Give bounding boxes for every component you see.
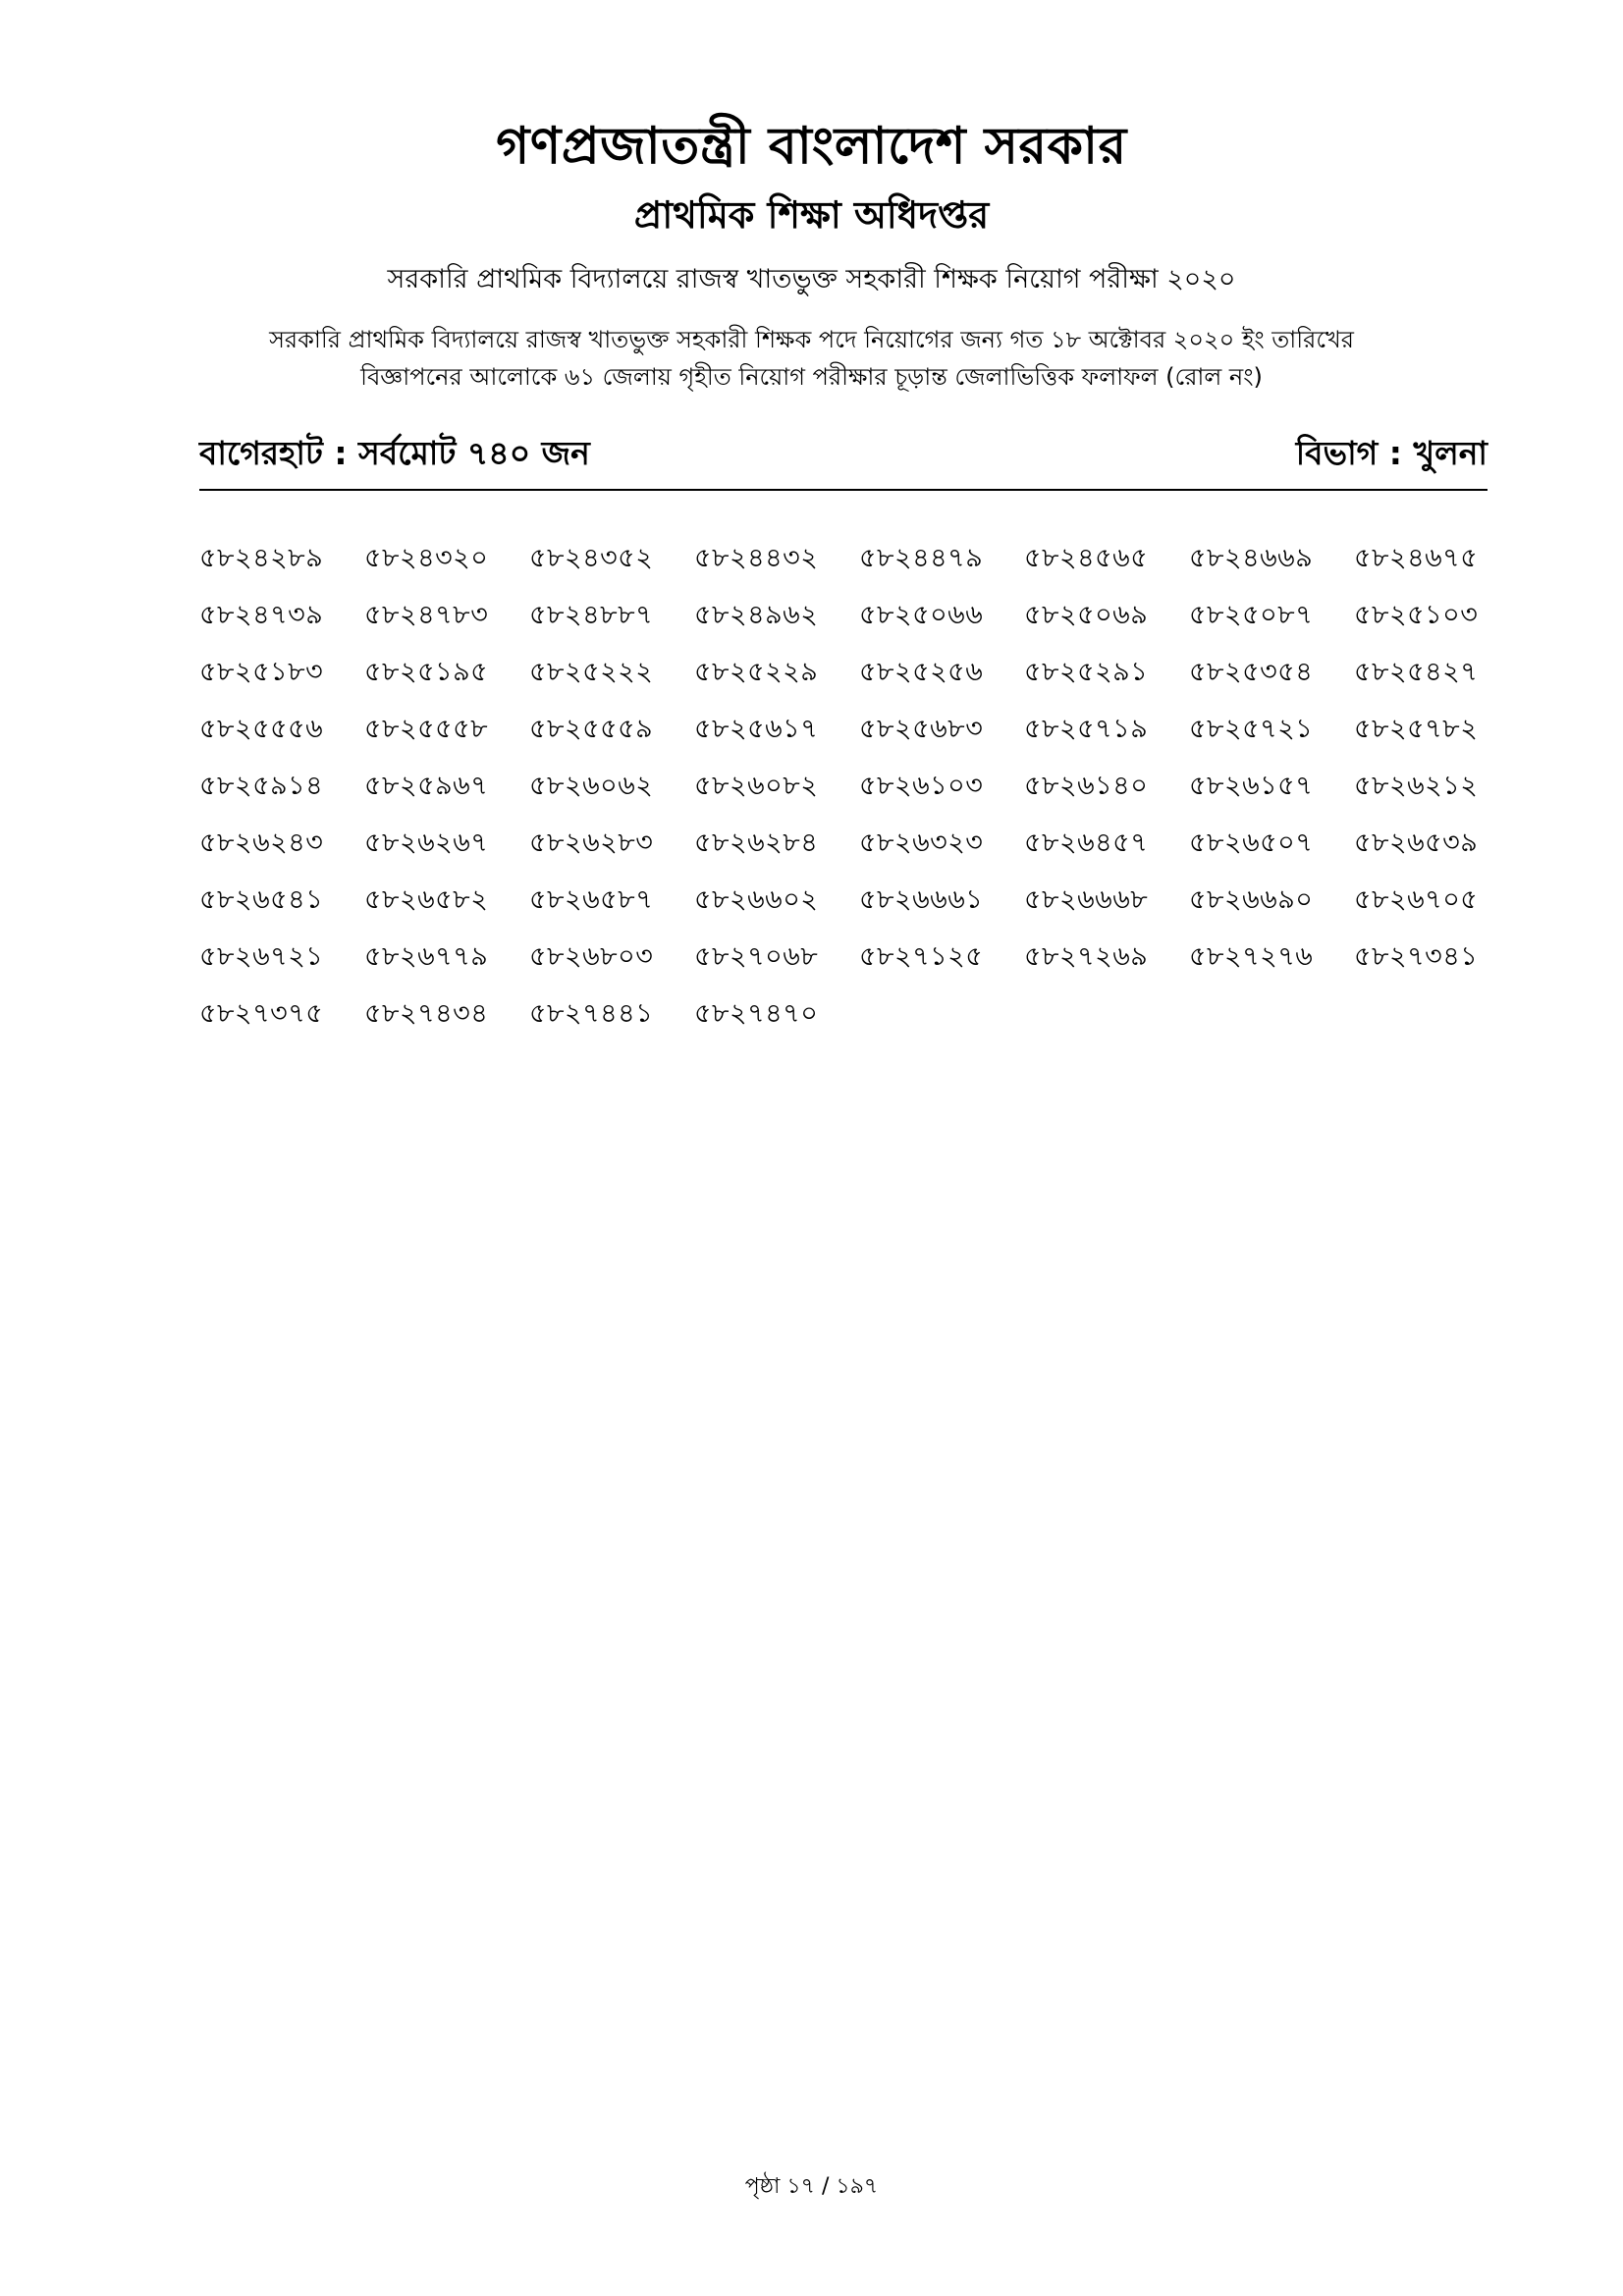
description-line-1: সরকারি প্রাথমিক বিদ্যালয়ে রাজস্ব খাতভুক্ত সহকারী শিক্ষক পদে নিয়োগের জন্য গত ১৮ অক্টোবর ২০২০ ইং তারিখের: [269, 326, 1354, 353]
roll-number: ৫৮২৬২৮৪: [694, 828, 819, 858]
roll-number: ৫৮২৬১৫৭: [1189, 771, 1314, 801]
roll-number: ৫৮২৫২৯১: [1024, 657, 1149, 687]
roll-number: ৫৮২৭৪৩৪: [364, 998, 489, 1029]
roll-number: ৫৮২৭৩৭৫: [199, 998, 324, 1029]
roll-number-grid: [199, 538, 1515, 1050]
division-label: বিভাগ : খুলনা: [1295, 434, 1488, 472]
roll-number: ৫৮২৪৩২০: [364, 543, 489, 573]
roll-number: ৫৮২৫৯৬৭: [364, 771, 489, 801]
roll-number: ৫৮২৬১৪০: [1024, 771, 1149, 801]
roll-number: ৫৮২৪৬৭৫: [1354, 543, 1479, 573]
roll-number: ৫৮২৭২৬৯: [1024, 941, 1149, 972]
page-number: পৃষ্ঠা ১৭ / ১৯৭: [744, 2174, 879, 2199]
roll-number: ৫৮২৫৫৫৬: [199, 714, 324, 744]
roll-number: ৫৮২৫৭২১: [1189, 714, 1314, 744]
roll-number: ৫৮২৭৪৭০: [694, 998, 819, 1029]
roll-number: ৫৮২৫৪২৭: [1354, 657, 1479, 687]
roll-number: ৫৮২৬৬৯০: [1189, 884, 1314, 915]
roll-number: ৫৮২৬১০৩: [859, 771, 984, 801]
roll-number: ৫৮২৫৫৫৯: [529, 714, 654, 744]
roll-number: ৫৮২৬৭০৫: [1354, 884, 1479, 915]
roll-number: ৫৮২৫১০৩: [1354, 600, 1479, 630]
roll-number: ৫৮২৬৫৩৯: [1354, 828, 1479, 858]
roll-number: ৫৮২৬৮০৩: [529, 941, 654, 972]
roll-number: ৫৮২৭৪৪১: [529, 998, 654, 1029]
district-total: বাগেরহাট : সর্বমোট ৭৪০ জন: [199, 434, 590, 472]
roll-number: ৫৮২৭২৭৬: [1189, 941, 1314, 972]
roll-number: ৫৮২৪৪৭৯: [859, 543, 984, 573]
roll-number: ৫৮২৬৬০২: [694, 884, 819, 915]
roll-number: ৫৮২৪৩৫২: [529, 543, 654, 573]
roll-number: ৫৮২৫৭১৯: [1024, 714, 1149, 744]
roll-number: ৫৮২৫৩৫৪: [1189, 657, 1314, 687]
exam-title: সরকারি প্রাথমিক বিদ্যালয়ে রাজস্ব খাতভুক্ত সহকারী শিক্ষক নিয়োগ পরীক্ষা ২০২০: [387, 264, 1236, 294]
roll-number: ৫৮২৫৭৮২: [1354, 714, 1479, 744]
roll-number: ৫৮২৭০৬৮: [694, 941, 819, 972]
roll-number: ৫৮২৪২৮৯: [199, 543, 324, 573]
roll-number: ৫৮২৫৫৫৮: [364, 714, 489, 744]
roll-number: ৫৮২৬৭৭৯: [364, 941, 489, 972]
roll-number: ৫৮২৭১২৫: [859, 941, 984, 972]
roll-number: ৫৮২৬৫৮২: [364, 884, 489, 915]
roll-number: ৫৮২৬৬৬১: [859, 884, 984, 915]
roll-number: ৫৮২৬২৬৭: [364, 828, 489, 858]
roll-number: ৫৮২৫১৮৩: [199, 657, 324, 687]
roll-number: ৫৮২৭৩৪১: [1354, 941, 1479, 972]
roll-number: ৫৮২৪৮৮৭: [529, 600, 654, 630]
district-header: [199, 428, 1488, 491]
roll-number: ৫৮২৬০৮২: [694, 771, 819, 801]
roll-number: ৫৮২৬৭২১: [199, 941, 324, 972]
roll-number: ৫৮২৫২২৯: [694, 657, 819, 687]
roll-number: ৫৮২৪৭৮৩: [364, 600, 489, 630]
roll-number: ৫৮২৪৫৬৫: [1024, 543, 1149, 573]
roll-number: ৫৮২৪৬৬৯: [1189, 543, 1314, 573]
roll-number: ৫৮২৬৫৪১: [199, 884, 324, 915]
roll-number: ৫৮২৬০৬২: [529, 771, 654, 801]
roll-number: ৫৮২৬৪৫৭: [1024, 828, 1149, 858]
roll-number: ৫৮২৫০৬৯: [1024, 600, 1149, 630]
roll-number: ৫৮২৬৫৮৭: [529, 884, 654, 915]
roll-number: ৫৮২৫০৬৬: [859, 600, 984, 630]
roll-number: ৫৮২৬২১২: [1354, 771, 1479, 801]
roll-number: ৫৮২৬২৮৩: [529, 828, 654, 858]
roll-number: ৫৮২৬২৪৩: [199, 828, 324, 858]
roll-number: ৫৮২৫৯১৪: [199, 771, 324, 801]
roll-number: ৫৮২৪৭৩৯: [199, 600, 324, 630]
description-line-2: বিজ্ঞাপনের আলোকে ৬১ জেলায় গৃহীত নিয়োগ পরীক্ষার চূড়ান্ত জেলাভিত্তিক ফলাফল (রোল নং): [360, 363, 1263, 391]
roll-number: ৫৮২৪৪৩২: [694, 543, 819, 573]
roll-number: ৫৮২৬৬৬৮: [1024, 884, 1149, 915]
roll-number: ৫৮২৫০৮৭: [1189, 600, 1314, 630]
roll-number: ৫৮২৫২২২: [529, 657, 654, 687]
department-title: প্রাথমিক শিক্ষা অধিদপ্তর: [633, 193, 990, 237]
roll-number: ৫৮২৪৯৬২: [694, 600, 819, 630]
roll-number: ৫৮২৬৫০৭: [1189, 828, 1314, 858]
roll-number: ৫৮২৬৩২৩: [859, 828, 984, 858]
roll-number: ৫৮২৫৬১৭: [694, 714, 819, 744]
roll-number: ৫৮২৫১৯৫: [364, 657, 489, 687]
roll-number: ৫৮২৫২৫৬: [859, 657, 984, 687]
roll-number: ৫৮২৫৬৮৩: [859, 714, 984, 744]
government-title: গণপ্রজাতন্ত্রী বাংলাদেশ সরকার: [496, 117, 1127, 176]
